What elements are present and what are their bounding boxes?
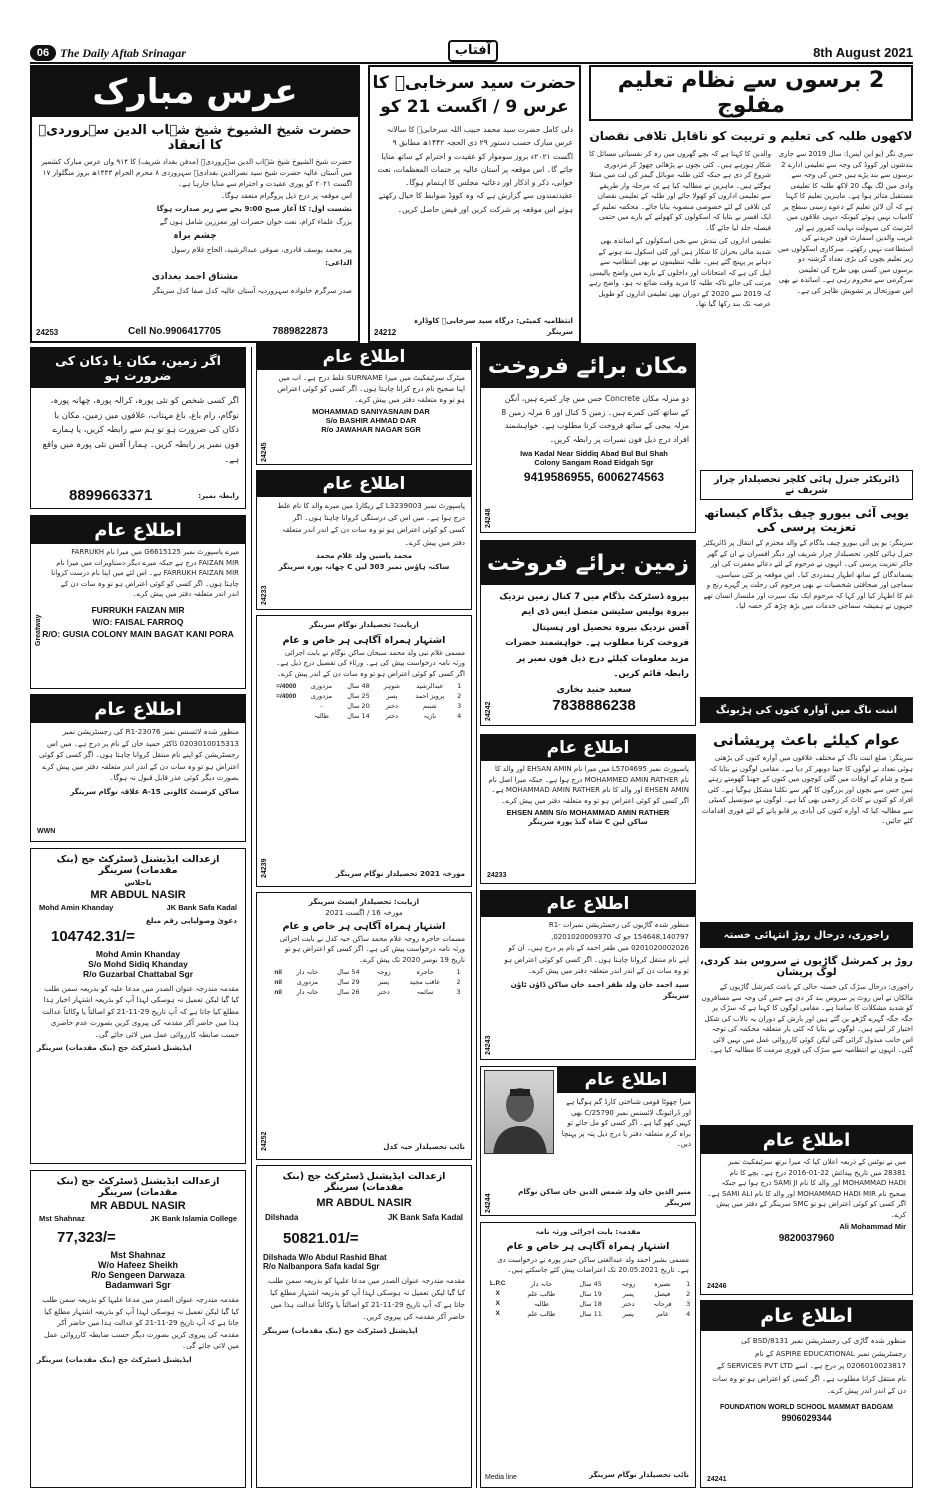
license-code: 24243 xyxy=(485,1035,492,1055)
court3-title: ازعدالت ایڈیشنل ڈسٹرکٹ جج (بنک مقدمات) سرینگر xyxy=(282,1171,446,1193)
director-news xyxy=(700,470,913,692)
wanted-title: اگر زمین، مکان یا دکان کی ضرورت ہو xyxy=(31,348,245,388)
makaan-code: 24248 xyxy=(485,508,492,528)
table-row: 2 پرویز احمد پسر 25 سال مزدوری 4000/= xyxy=(276,692,462,701)
urs-cell: Cell No.9906417705 xyxy=(128,326,221,337)
zameen-code: 24242 xyxy=(485,701,492,721)
education-col-a: سری نگر (یو این ایس): سال 2019 سے جاری بندشوں اور کووڈ کی وجہ سے تعلیمی ادارے 2 برسوں سے بند پڑے ہیں جس کی وجہ سے وادی میں لگ بھگ 20 لاکھ طلبہ کا تعلیمی مستقبل متاثر ہوا ہے۔ ماہرین تعلیم کا کہنا ہے کہ آن لائن تعلیم کے دعوے زمینی سطح پر کامیاب نہیں ہوئے کیونکہ دیہی علاقوں میں انٹرنیٹ کی سہولت نہایت کمزور ہے اور غریب والدین اسمارٹ فون خریدنے کی استطاعت نہیں رکھتے۔ سرکاری اسکولوں میں زیر تعلیم بچوں کی بڑی تعداد گزشتہ دو برسوں میں کسی بھی طرح کی تعلیمی سرگرمی سے محروم رہی ہے۔ اساتذہ نے بھی اس صورتحال پر تشویش ظاہر کی ہے۔ xyxy=(777,150,913,295)
tehsil1-code: 24239 xyxy=(261,858,268,878)
table-row: 3 سائمہ دختر 26 سال خانہ دار nil xyxy=(274,988,461,997)
education-subhead: لاکھوں طلبہ کی تعلیم و تربیت کو ناقابل تلافی نقصان xyxy=(589,129,913,143)
education-col-b: والدین کا کہنا ہے کہ بچے گھروں میں رہ کر نفسیاتی مسائل کا شکار ہورہے ہیں۔ کئی بچوں نے پڑھائی چھوڑ کر مزدوری شروع کر دی ہے جبکہ کئی طلبہ موبائل گیمز کی لت میں مبتلا ہوگئے ہیں۔ ماہرین نے مطالبہ کیا ہے کہ مرحلہ وار طریقے سے تعلیمی اداروں کو کھولا جائے اور طلبہ کے تعلیمی نقصان کی تلافی کے لئے خصوصی منصوبہ بنایا جائے۔ محکمہ تعلیم کے ایک افسر نے بتایا کہ اسکولوں کو کھولنے کے بارے میں حتمی فیصلہ جلد لیا جائے گا۔ xyxy=(589,150,771,232)
aspire-code: 24241 xyxy=(707,1476,727,1483)
farrukh-side-tag: Greatway xyxy=(35,614,42,646)
court2-plaintiff: Mst Shahnaz xyxy=(39,1214,85,1223)
saniya-so: S/o BASHIR AHMAD DAR xyxy=(325,416,417,426)
urs-dai-label: الداعی: xyxy=(325,258,352,268)
court2-def-name: Mst Shahnaz xyxy=(110,1250,166,1260)
court2-def-ro2: Badamwari Sgr xyxy=(105,1280,171,1290)
director-headline-box xyxy=(700,470,913,500)
zameen-person: سعید جنید بخاری xyxy=(556,684,632,695)
passport-name: محمد یاسین ولد غلام محمد xyxy=(315,550,413,560)
court2-title: ازعدالت ایڈیشنل ڈسٹرکٹ جج (بنک مقدمات) سرینگر xyxy=(56,1176,220,1198)
saniya-name: MOHAMMAD SANIYASNAIN DAR xyxy=(312,407,430,417)
urs-dai-name: مشتاق احمد بغدادی xyxy=(151,271,239,282)
urs-phone2: 7889822873 xyxy=(272,326,328,337)
table-row: 2 فیصل پسر 19 سال طالب علم X xyxy=(495,1289,691,1298)
ehsan-address: ساکن لین C شاہ گنڈ پورہ سرینگر xyxy=(528,817,648,826)
mohd-khan-body: منظور شدہ لائسنس نمبر R1-23076 کی رجسٹریشن نمبر 0203010015313 ڈاکٹر حمید خان کے نام پر درج ہے۔ میں اس رجسٹریشن کو اپنے نام منتقل کروانا چاہتا ہوں۔ اگر کسی کو کوئی اعتراض ہو تو وہ سات دن کے اندر اندر متعلقہ دفتر میں پیش کرے بصورت دیگر کوئی عذر قابل قبول نہ ہوگا۔ xyxy=(38,727,239,783)
makaan-address-1: Iwa Kadal Near Siddiq Abad Bul Bul Shah xyxy=(520,448,668,458)
rajouri-kicker: راجوری، درحال روڑ انتہائی خستہ xyxy=(700,922,913,948)
court3-amount: 50821.01/= xyxy=(283,1230,359,1247)
urs-body-2: اس موقعہ پر درج ذیل پروگرام منعقد ہوگا۔ xyxy=(220,191,352,201)
sami-body: میں نے نوٹس کے ذریعہ اعلان کیا کہ میرا برتھ سرٹیفکیٹ نمبر 28381 میں تاریخ پیدائش 22-01-2016 درج ہے۔ بچے کا نام MOHAMMAD HADI اور والد کا نام SAMI JI درج ہوا ہے جبکہ صحیح نام MOHAMMAD HADI MIR اور والد کا نام SAMI ALI ہے۔ اگر کسی کو کوئی اعتراض ہو تو SMC سرینگر کے دفتر میں پیش کرے۔ xyxy=(707,1158,906,1219)
court3-body: مقدمہ مندرجہ عنوان الصدر میں مدعا علیہا کو بذریعہ سمن طلب کیا گیا لیکن تعمیل نہ ہوسکی لہذا آپ کو بذریعہ اشتہار مطلع کیا جاتا ہے کہ آپ تاریخ 29-11-21 کو اصالتاً یا وکالتاً عدالت ہذا میں حاضر آکر مقدمہ کی پیروی کریں۔ xyxy=(268,1276,465,1321)
tehsil-ad-2 xyxy=(256,892,472,1160)
farrukh-title: اطلاع عام xyxy=(31,516,245,544)
aspire-name: FOUNDATION WORLD SCHOOL MAMMAT BADGAM xyxy=(719,1403,894,1411)
director-body: سرینگر: یو پی آئی بیورو چیف بڈگام کے والد محترم کے انتقال پر ڈائریکٹر جنرل ہائی کلچر، تحصیلدار چرار شریف اور دیگر افسران نے ان کے گھر جاکر تعزیت پرسی کی۔ انہوں نے مرحوم کے لئے دعائے مغفرت کی اور پسماندگان کے ساتھ اظہار ہمدردی کیا۔ اس موقعہ پر کئی سیاسی، سماجی اور صحافتی شخصیات نے بھی مرحوم کی رحلت پر گہرے رنج و غم کا اظہار کیا اور کہا کہ مرحوم ایک نیک سیرت اور ملنسار انسان تھے جنہوں نے ہمیشہ سماجی خدمات میں بڑھ چڑھ کر حصہ لیا۔ xyxy=(703,539,913,610)
table-row: 4 عامر پسر 11 سال طالب علم X xyxy=(495,1309,691,1318)
sarkhabi-committee: انتظامیہ کمیٹی: درگاہ سید سرخابیؒ کاوڈارہ سرینگر xyxy=(413,316,573,337)
education-col-c: تعلیمی اداروں کی بندش سے نجی اسکولوں کے اساتذہ بھی شدید مالی بحران کا شکار ہیں اور کئی اسکول بند ہونے کے دہانے پر پہنچ گئے ہیں۔ طلبہ تنظیموں نے بھی انتظامیہ سے اپیل کی ہے کہ امتحانات اور داخلوں کے بارے میں واضح پالیسی مرتب کی جائے تاکہ طلبہ کا مزید وقت ضائع نہ ہو۔ واضح رہے کہ 2019 سے 2020 کے دوران بھی تعلیمی اداروں کو طویل عرصہ تک بند رکھا گیا تھا۔ xyxy=(589,237,771,308)
court2-amount: 77,323/= xyxy=(57,1229,116,1246)
photo-ad-address: منیر الدین خان ولد شمس الدین خان ساکن نوگام سرینگر xyxy=(518,1187,691,1208)
aspire-title: اطلاع عام xyxy=(701,1301,912,1331)
court2-bank: JK Bank Islamia College xyxy=(150,1214,237,1223)
court-ad-3 xyxy=(256,1165,472,1488)
sarkhabi-body: دلی کامل حضرت سید محمد حبیب اللہ سرخابیؒ کا سالانہ عرس مبارک حسب دستور ۲۹ ذی الحجہ ۱۴۴۲ھ مطابق ۹ اگست ۲۰۲۱ء بروز سوموار کو عقیدت و احترام کے ساتھ منایا جائے گا۔ اس موقعہ پر آستان عالیہ پر ختمات المعظمات، نعت خوانی، ذکر و اذکار اور دعائیہ مجلس کا اہتمام ہوگا۔ عقیدتمندوں سے گزارش ہے کہ وہ کووڈ ضوابط کا خیال رکھتے ہوئے اس موقعہ پر شرکت کریں اور فیض حاصل کریں۔ xyxy=(377,125,573,214)
tehsil2-date: مورخہ 16 / اگست 2021 xyxy=(325,907,403,917)
table-row: 1 نصیرہ زوجہ 45 سال خانہ دار L.P.C xyxy=(489,1279,691,1288)
issue-date: 8th August 2021 xyxy=(813,45,913,60)
masthead xyxy=(30,44,913,64)
tehsil1-title: اشتہار ہمراہ آگاہی ہر خاص و عام xyxy=(282,634,446,646)
tehsil3-media: Media line xyxy=(485,1474,517,1481)
passport-address: ساکنہ ہاؤس نمبر 303 لین C چھانہ پورہ سرینگر xyxy=(278,561,450,571)
aspire-body: منظور شدہ گاڑی کی رجسٹریشن نمبر 8131/BSD کی رجسٹریشن نمبر ASPIRE EDUCATIONAL کے نام 0206010023817 پر درج ہے۔ اسے SERVICES PVT LTD کے نام منتقل کرانا مطلوب ہے۔ اگر کسی کو اعتراض ہو تو وہ سات دن کے اندر اندر پیش کرے۔ xyxy=(712,1336,906,1396)
dogs-headline: عوام کیلئے باعث پریشانی xyxy=(712,731,901,749)
tehsil1-footer: مورخہ 2021 تحصیلدار نوگام سرینگر xyxy=(335,869,465,879)
court1-amount: 104742.31/= xyxy=(51,927,135,945)
sarkhabi-title-2: عرس 9 / اگست 21 کو xyxy=(380,97,569,117)
passport-title: اطلاع عام xyxy=(257,471,471,497)
column-rule xyxy=(251,347,252,1488)
rajouri-headline: روڑ پر کمرشل گاڑیوں نے سروس بند کردی، لوگ پریشان xyxy=(700,956,913,978)
urs-dai-title: صدر سرگرم خانوادہ سہروردیہ آستان عالیہ کدل صفا کدل سرینگر xyxy=(152,286,352,296)
court2-body: مقدمہ مندرجہ عنوان الصدر میں مدعا علیہا کو بذریعہ سمن طلب کیا گیا لیکن تعمیل نہ ہوسکی لہذا آپ کو بذریعہ اشتہار مطلع کیا جاتا ہے کہ آپ تاریخ 29-11-21 کو عدالت ہذا میں حاضر آکر مقدمہ کی پیروی کریں بصورت دیگر حسب ضابطہ کارروائی عمل میں لائی جائے گی۔ xyxy=(42,1295,239,1351)
mohd-khan-ad xyxy=(30,694,246,842)
tehsil-ad-1 xyxy=(256,615,472,887)
farrukh-wo: W/O: FAISAL FARROQ xyxy=(92,616,184,627)
page-number: 06 xyxy=(30,45,56,61)
court2-def-wo: W/o Hafeez Sheikh xyxy=(97,1260,178,1270)
wanted-contact-label: رابطہ نمبر: xyxy=(198,491,239,501)
court2-sign: ایڈیشنل ڈسٹرکٹ جج (بنک مقدمات) سرینگر xyxy=(37,1354,192,1364)
saniya-ro: R/o JAWAHAR NAGAR SGR xyxy=(321,425,421,435)
logo: آفتاب xyxy=(448,40,498,62)
paper-name: The Daily Aftab Srinagar xyxy=(60,46,186,60)
tehsil2-table xyxy=(269,967,465,997)
tehsil1-table xyxy=(269,681,465,721)
table-row: 2 عاقب مجید پسر 29 سال مزدوری nil xyxy=(274,978,461,987)
license-title: اطلاع عام xyxy=(481,891,695,917)
makaan-title: مکان برائے فروخت xyxy=(481,344,695,388)
tehsil2-code: 24252 xyxy=(261,1131,268,1151)
sami-name: Ali Mohammad Mir xyxy=(839,1222,906,1231)
urs-ad xyxy=(30,65,360,343)
license-address: سید احمد خان ولد ظفر احمد خان ساکن ڈاؤن ٹاؤن سرینگر xyxy=(510,979,689,1000)
photo-ad xyxy=(480,1066,696,1216)
makaan-ad xyxy=(480,343,696,533)
makaan-body: دو منزلہ مکان Concrete جس میں چار کمرے ہیں، آنگن کے ساتھ کئی کمرے ہیں۔ زمین 5 کنال اور 6 مرلہ زمین 8 مرلہ بیجی کے ساتھ فروخت کرنا مطلوب ہے۔ خواہشمند افراد درج ذیل فون نمبرات پر رابطہ کریں۔ xyxy=(501,394,689,444)
urs-code: 24253 xyxy=(36,328,59,337)
education-headline-box xyxy=(589,65,913,121)
rajouri-news xyxy=(700,922,913,1122)
sarkhabi-title-1: حضرت سید سرخابیؒ کا xyxy=(372,73,577,93)
license-body: منظور شدہ گاڑیوں کی رجسٹریشن نمبرات R1-154648,140797 جو کہ 0201020009370, 0201020002026 میں ظفر احمد کے نام پر درج ہیں۔ ان کو اپنے نام منتقل کروانا چاہتا ہوں۔ اگر کسی کو کوئی اعتراض ہو تو وہ سات دن کے اندر اندر متعلقہ دفتر میں پیش کرے۔ xyxy=(504,921,689,976)
photo-ad-body: میرا چھوٹا قومی شناختی کارڈ گم ہوگیا ہے اور ڈرائیونگ لائسنس نمبر 25790/C بھی کہیں کھو گیا ہے۔ اگر کسی کو مل جائے تو براہ کرم متعلقہ دفتر یا درج ذیل پتہ پر پہنچا دیں۔ xyxy=(561,1098,691,1148)
ehsan-name: EHSEN AMIN S/o MOHAMMAD AMIN RATHER xyxy=(506,808,670,817)
court3-plaintiff: Dilshada xyxy=(265,1213,299,1222)
table-row: 3 فرحانہ دختر 18 سال طالبہ X xyxy=(495,1299,691,1308)
mohd-khan-address: ساکن کرسنٹ کالونی 15-A علاقہ نوگام سرینگر xyxy=(70,786,239,796)
dogs-kicker: اننت ناگ میں آوارہ کتوں کی ہڑبونگ xyxy=(700,697,913,723)
sarkhabi-ad xyxy=(368,65,581,343)
aspire-ad xyxy=(700,1300,913,1488)
saniya-title: اطلاع عام xyxy=(257,344,471,370)
dogs-news xyxy=(700,697,913,919)
sami-title: اطلاع عام xyxy=(701,1126,912,1154)
sami-phone: 9820037960 xyxy=(778,1233,835,1244)
person-silhouette-icon xyxy=(485,1071,554,1154)
license-ad xyxy=(480,890,696,1060)
zameen-ad xyxy=(480,540,696,726)
wanted-phone: 8899663371 xyxy=(69,487,153,504)
tehsil2-footer: نائب تحصیلدار حبہ کدل xyxy=(383,1142,465,1152)
dogs-body: سرینگر: ضلع اننت ناگ کے مختلف علاقوں میں آوارہ کتوں کی بڑھتی ہوئی تعداد نے لوگوں کا جینا دوبھر کر دیا ہے۔ مقامی لوگوں نے بتایا کہ صبح و شام کے اوقات میں گلی کوچوں میں کتوں کے جھنڈ گھومتے رہتے ہیں جس سے بچوں اور بزرگوں کا گھر سے نکلنا مشکل ہوگیا ہے۔ کئی افراد کو کتوں نے کاٹ کر زخمی بھی کیا ہے۔ لوگوں نے میونسپل کمیٹی سے مطالبہ کیا کہ آوارہ کتوں کی آبادی پر قابو پانے کے لئے فوری اقدامات کئے جائیں۔ xyxy=(702,754,913,825)
court-ad-2 xyxy=(30,1170,246,1488)
court1-body: مقدمہ مندرجہ عنوان الصدر میں مدعا علیہ کو بذریعہ سمن طلب کیا گیا لیکن تعمیل نہ ہوسکی لہذا آپ کو بذریعہ اشتہار اخبار ہذا مطلع کیا جاتا ہے کہ آپ تاریخ 29-11-21 کو اصالتاً یا وکالتاً عدالت ہذا میں حاضر آکر مقدمہ کی پیروی کریں بصورت عدم حاضری حسب ضابطہ کارروائی عمل میں لائی جائے گی۔ xyxy=(42,983,239,1039)
court1-amount-label: دعویٰ وصولیابی رقم مبلغ xyxy=(145,916,237,925)
court1-bank: JK Bank Safa Kadal xyxy=(166,903,237,912)
urs-body-1: حضرت شیخ الشیوخ شیخ شہاب الدین سہروردیؒ (مدفن بغداد شریف) کا ۹۱۴ واں عرس مبارک کشمیر میں آستان عالیہ حضرت شیخ سید نصرالدین بغدادیؒ سہروردی ۸ محرم الحرام ۱۴۴۳ھ بروز منگلوار ۱۷ اگست ۲۰۲۱ کو پوری عقیدت و احترام سے منایا جارہا ہے۔ xyxy=(41,157,352,188)
court1-judge: MR ABDUL NASIR xyxy=(90,889,186,901)
court3-bank: JK Bank Safa Kadal xyxy=(387,1213,463,1222)
court3-def-name: Dilshada W/o Abdul Rashid Bhat xyxy=(263,1253,387,1262)
mohd-khan-title: اطلاع عام xyxy=(31,695,245,723)
urs-names: پیر محمد یوسف قادری، صوفی عبدالرشید، الحاج غلام رسول xyxy=(171,245,352,255)
farrukh-name: FURRUKH FAIZAN MIR xyxy=(91,604,185,615)
farrukh-ad xyxy=(30,515,246,689)
tehsil2-body: مسمات حاجرہ زوجہ غلام محمد ساکن حبہ کدل نے بابت اجرائی ورثہ نامہ درخواست پیش کی ہے۔ اگر کسی کو اعتراض ہو تو تاریخ 19 نومبر 2020 تک پیش کرے۔ xyxy=(279,934,465,964)
photo-ad-title: اطلاع عام xyxy=(557,1067,695,1093)
director-subhead: یوپی آئی بیورو چیف بڈگام کیساتھ تعزیت پرسی کی xyxy=(704,506,909,534)
portrait-photo xyxy=(484,1070,554,1154)
mohd-khan-side-tag: WWN xyxy=(37,828,56,835)
tehsil1-body: مسمی غلام نبی ولد محمد سبحان ساکن نوگام نے بابت اجرائی ورثہ نامہ درخواست پیش کی ہے۔ ورثاء کی تفصیل درج ذیل ہے۔ اگر کسی کو کوئی اعتراض ہو تو وہ سات دن کے اندر پیش کرے۔ xyxy=(276,648,465,678)
table-row: 4 نازیہ دختر 14 سال طالبہ xyxy=(314,712,462,721)
urs-subtitle: حضرت شیخ الشیوخ شیخ شہاب الدین سہروردیؒ کا انعقاد xyxy=(38,123,352,153)
urs-session-list: بزرگ علماء کرام، نعت خوان حضرات اور معززین شامل ہوں گے xyxy=(159,216,352,226)
urs-session-one: نشست اول: کا آغاز صبح 9:00 بجے سے زیر صدارت ہوگا xyxy=(156,204,352,214)
makaan-phones: 9419586955, 6006274563 xyxy=(523,469,665,484)
court1-def-ro: R/o Guzarbal Chattabal Sgr xyxy=(82,968,194,979)
court1-judge-label: باجلاس xyxy=(124,878,152,887)
farrukh-ro: R/O: GUSIA COLONY MAIN BAGAT KANI PORA xyxy=(42,628,234,639)
urs-title: عرس مبارک xyxy=(32,67,358,117)
saniya-code: 24245 xyxy=(261,442,268,462)
farrukh-body: میرے پاسپورٹ نمبر G6615125 میں میرا نام FARRUKH FAIZAN MIR درج ہے جبکہ میرے دیگر دستاویزات میں میرا نام FARRUKH FAIZAN MIR ہے۔ اس لئے میں اپنا نام درست کروانا چاہتا ہوں۔ اگر کسی کو کوئی اعتراض ہو تو وہ سات دن کے اندر اندر متعلقہ دفتر میں پیش کرے۔ xyxy=(51,548,239,598)
column-rule xyxy=(476,347,477,1488)
saniya-ad xyxy=(256,343,472,465)
ehsan-body: پاسپورٹ نمبر L5704695 میں میرا نام EHSAN AMIN اور والد کا نام MOHAMMED AMIN RATHER درج ہوا ہے۔ جبکہ میرا اصل نام EHSEN AMIN اور والد کا نام MOHAMMAD AMIN RATHER ہے۔ اگر کسی کو کوئی اعتراض ہو تو وہ متعلقہ دفتر میں پیش کرے۔ xyxy=(488,765,689,805)
tehsil3-body: مسمی بشیر احمد ولد عبدالغنی ساکن حیدر پورہ نے درخواست دی ہے۔ تاریخ 20.05.2021 تک اعتراضات پیش کئے جاسکتے ہیں۔ xyxy=(497,1255,689,1275)
tehsil-ad-3 xyxy=(480,1222,696,1488)
director-headline: ڈائریکٹر جنرل ہائی کلچر تحصیلدار چرار شریف نے xyxy=(714,474,899,496)
table-row: 1 عبدالرشید شوہر 48 سال مزدوری 4000/= xyxy=(276,682,462,691)
photo-ad-code: 24244 xyxy=(485,1193,492,1213)
sami-code: 24246 xyxy=(707,1283,727,1290)
makaan-address-2: Colony Sangam Road Eidgah Sgr xyxy=(534,457,654,467)
zameen-body: بیروہ ڈسٹرکٹ بڈگام میں 7 کنال زمین نزدیک بیروہ پولیس سٹیشن متصل ایس ڈی ایم آفس نزدیک بیروہ تحصیل اور ہسپتال فروخت کرنا مطلوب ہے۔ خواہشمند حضرات مزید معلومات کیلئے درج ذیل فون نمبر پر رابطہ قائم کریں۔ xyxy=(499,592,689,680)
sami-ad xyxy=(700,1125,913,1295)
ehsan-ad xyxy=(480,734,696,884)
passport-ad xyxy=(256,470,472,610)
table-row: 3 شبنم دختر 20 سال - xyxy=(320,702,462,711)
zameen-phone: 7838886238 xyxy=(552,696,636,714)
court1-title: ازعدالت ایڈیشنل ڈسٹرکٹ جج (بنک مقدمات) سرینگر xyxy=(56,854,220,876)
court2-def-ro: R/o Sengeen Darwaza xyxy=(91,1270,185,1280)
court1-plaintiff: Mohd Amin Khanday xyxy=(39,903,114,912)
aspire-phone: 9906029344 xyxy=(781,1412,832,1423)
court-ad-1 xyxy=(30,848,246,1164)
court3-def-ro: R/o Nalbanpora Safa kadal Sgr xyxy=(263,1262,380,1271)
tehsil3-title: اشتہار ہمراہ آگاہی ہر خاص و عام xyxy=(506,1240,670,1252)
court1-def-so: S/o Mohd Sidiq Khanday xyxy=(88,958,188,969)
tehsil3-heading: مقدمہ: بابت اجرائی ورثہ نامہ xyxy=(535,1227,641,1236)
urs-chishma: چشم براہ xyxy=(173,230,217,241)
saniya-body: میٹرک سرٹیفکیٹ میں میرا SURNAME غلط درج ہے۔ اب میں اپنا صحیح نام درج کرانا چاہتا ہوں۔ اگر کسی کو کوئی اعتراض ہو تو وہ متعلقہ دفتر میں پیش کرے۔ xyxy=(277,373,465,404)
tehsil2-heading: ازیابت: تحصیلدار ایسٹ سرینگر xyxy=(308,897,420,906)
sarkhabi-code: 24212 xyxy=(374,328,397,337)
wanted-body: اگر کسی شخص کو نئی پورہ، کرالہ پورہ، چھانہ پورہ، نوگام، رام باغ، باغ مہتاب، علاقوں میں زمین، مکان یا دکان کی ضرورت ہو تو ہم سے رابطہ کریں، یا ہمارے فون نمبر پر رابطہ کریں۔ ہمارا آفس نئی پورہ میں واقع ہے۔ xyxy=(42,395,239,464)
tehsil3-footer: نائب تحصیلدار نوگام سرینگر xyxy=(589,1470,689,1480)
passport-body: پاسپورٹ نمبر L3239003 کے ریکارڈ میں میرے والد کا نام غلط درج ہوا ہے۔ میں اس کی درستگی کروانا چاہتا ہوں۔ اگر کسی کو کوئی اعتراض ہو تو وہ سات دن کے اندر اندر متعلقہ دفتر میں پیش کرے۔ xyxy=(277,501,465,547)
zameen-title: زمین برائے فروخت xyxy=(481,541,695,585)
rajouri-body: راجوری: درحال سڑک کی خستہ حالی کے باعث کمرشل گاڑیوں کے مالکان نے اس روٹ پر سروس بند کر دی ہے جس کی وجہ سے مسافروں کو شدید مشکلات کا سامنا ہے۔ مقامی لوگوں کا کہنا ہے کہ سڑک پر جگہ جگہ گہرے گڑھے بن گئے ہیں اور بارش کے دوران یہ تالاب کی شکل اختیار کر لیتے ہیں۔ لوگوں نے بتایا کہ کئی بار متعلقہ محکمہ کی توجہ اس جانب مبذول کرائی گئی لیکن کوئی کارروائی عمل میں نہیں لائی گئی۔ انہوں نے انتظامیہ سے سڑک کی فوری مرمت کا مطالبہ کیا ہے۔ xyxy=(701,983,913,1054)
tehsil1-heading: ازیابت: تحصیلدار نوگام سرینگر xyxy=(309,620,419,629)
tehsil2-title: اشتہار ہمراہ آگاہی ہر خاص و عام xyxy=(282,920,446,932)
passport-code: 24233 xyxy=(261,585,268,605)
court1-sign: ایڈیشنل ڈسٹرکٹ جج (بنک مقدمات) سرینگر xyxy=(37,1043,192,1053)
court3-sign: ایڈیشنل ڈسٹرکٹ جج (بنک مقدمات) سرینگر xyxy=(263,1325,418,1335)
wanted-ad xyxy=(30,347,246,509)
court1-def-name: Mohd Amin Khanday xyxy=(95,948,181,959)
court2-judge: MR ABDUL NASIR xyxy=(90,1200,186,1212)
tehsil3-table xyxy=(481,1279,695,1319)
table-row: 1 حاجرہ زوجہ 54 سال خانہ دار nil xyxy=(274,968,461,977)
ehsan-code: 24233 xyxy=(487,872,507,879)
court3-judge: MR ABDUL NASIR xyxy=(316,1197,412,1209)
ehsan-title: اطلاع عام xyxy=(481,735,695,761)
education-headline: 2 برسوں سے نظام تعلیم مفلوج xyxy=(617,68,885,118)
